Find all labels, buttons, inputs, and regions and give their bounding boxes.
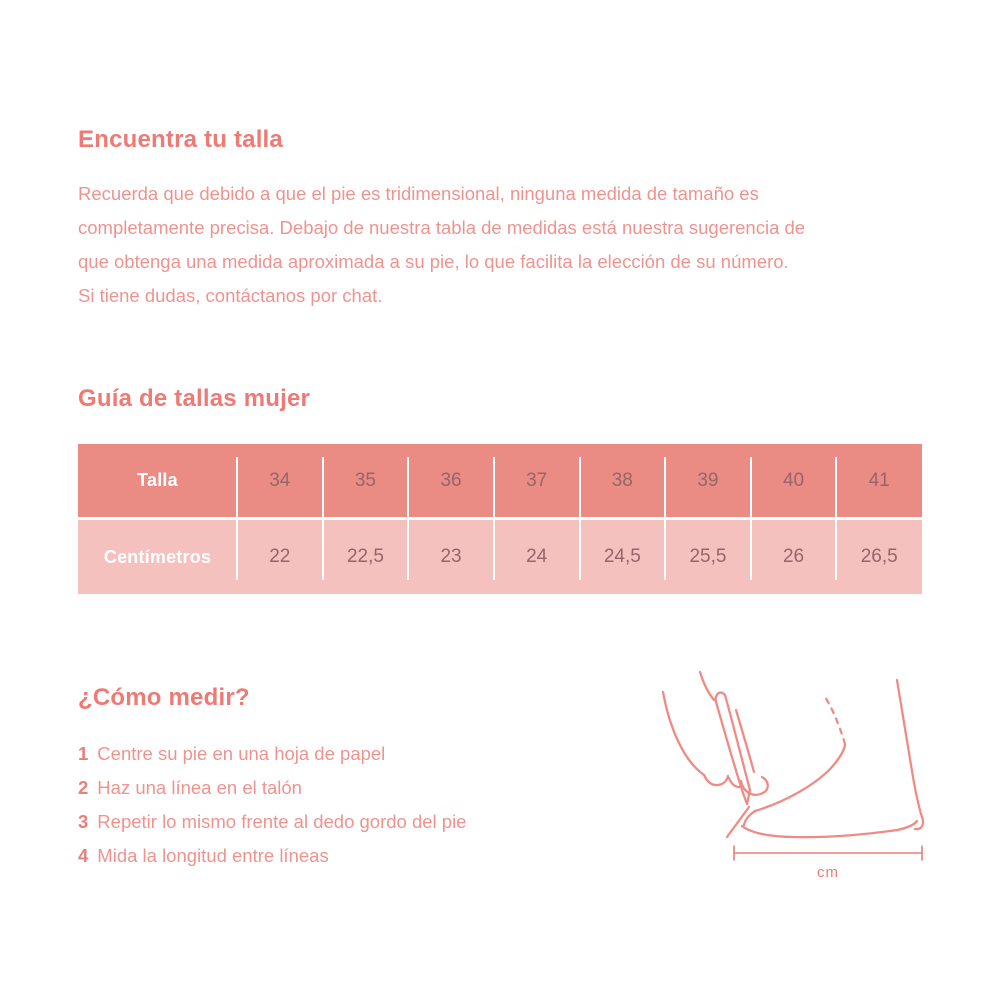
intro-paragraph-line: completamente precisa. Debajo de nuestra tabla de medidas está nuestra sugerencia de bbox=[78, 217, 806, 238]
cm-value: 26,5 bbox=[860, 546, 898, 567]
step-number: 2 bbox=[78, 777, 89, 798]
how-to-measure-section bbox=[78, 684, 638, 873]
size-table-row-talla bbox=[78, 444, 922, 517]
table-column-divider bbox=[236, 457, 238, 580]
size-value: 34 bbox=[269, 469, 291, 491]
cm-value: 22 bbox=[269, 546, 291, 567]
pencil-cap bbox=[716, 693, 725, 702]
foot-instep-line bbox=[755, 745, 845, 811]
intro-paragraph-line: Recuerda que debido a que el pie es tridimensional, ninguna medida de tamaño es bbox=[78, 183, 759, 204]
size-table bbox=[78, 444, 922, 594]
size-value: 40 bbox=[782, 469, 805, 491]
cm-value: 24 bbox=[526, 546, 548, 567]
measure-steps-list bbox=[78, 737, 638, 873]
cm-value: 26 bbox=[782, 546, 805, 567]
how-to-measure-title: ¿Cómo medir? bbox=[78, 684, 250, 711]
hand-knuckle bbox=[704, 775, 728, 785]
table-column-divider bbox=[750, 457, 752, 580]
step-text: Centre su pie en una hoja de papel bbox=[97, 743, 386, 764]
row-label-talla: Talla bbox=[137, 470, 178, 490]
intro-paragraph-line: Si tiene dudas, contáctanos por chat. bbox=[78, 285, 383, 306]
size-guide-title: Guía de tallas mujer bbox=[78, 385, 311, 412]
size-value: 35 bbox=[354, 469, 376, 491]
measure-step bbox=[78, 737, 638, 771]
table-column-divider bbox=[835, 457, 837, 580]
size-guide-section bbox=[78, 385, 922, 594]
hand-wrist-line bbox=[700, 672, 714, 700]
measure-step bbox=[78, 771, 638, 805]
row-label-centimetros: Centímetros bbox=[103, 546, 212, 567]
hand-back-line bbox=[663, 692, 704, 775]
cm-value: 25,5 bbox=[689, 546, 727, 567]
cm-value: 22,5 bbox=[346, 546, 384, 567]
intro-paragraph bbox=[78, 177, 938, 313]
step-text: Haz una línea en el talón bbox=[97, 777, 302, 798]
foot-sole-line bbox=[742, 821, 917, 837]
measurement-line-group bbox=[734, 846, 922, 860]
cm-unit-label: cm bbox=[817, 864, 839, 881]
cm-value: 23 bbox=[440, 546, 462, 567]
table-column-divider bbox=[407, 457, 409, 580]
foot-shin-dashed-line bbox=[823, 694, 845, 744]
step-text: Mida la longitud entre líneas bbox=[97, 845, 329, 866]
size-value: 41 bbox=[868, 469, 890, 491]
step-number: 3 bbox=[78, 811, 89, 832]
foot-measurement-illustration bbox=[645, 650, 940, 895]
table-column-divider bbox=[579, 457, 581, 580]
table-column-divider bbox=[322, 457, 324, 580]
thumb-line bbox=[741, 777, 768, 795]
measure-step bbox=[78, 805, 638, 839]
step-number: 1 bbox=[78, 743, 89, 764]
table-column-divider bbox=[493, 457, 495, 580]
step-number: 4 bbox=[78, 845, 89, 866]
measure-step bbox=[78, 839, 638, 873]
cm-value: 24,5 bbox=[603, 546, 641, 567]
size-value: 36 bbox=[440, 469, 462, 491]
intro-paragraph-line: que obtenga una medida aproximada a su pie, lo que facilita la elección de su número. bbox=[78, 251, 789, 272]
size-value: 39 bbox=[697, 469, 719, 491]
index-finger-line bbox=[736, 710, 754, 772]
foot-heel-line bbox=[897, 680, 923, 829]
size-value: 37 bbox=[526, 469, 548, 491]
step-text: Repetir lo mismo frente al dedo gordo del pie bbox=[97, 811, 467, 832]
find-your-size-title: Encuentra tu talla bbox=[78, 126, 283, 153]
size-table-row-centimetros bbox=[78, 517, 922, 594]
find-your-size-section bbox=[78, 126, 938, 313]
size-value: 38 bbox=[611, 469, 633, 491]
table-column-divider bbox=[664, 457, 666, 580]
